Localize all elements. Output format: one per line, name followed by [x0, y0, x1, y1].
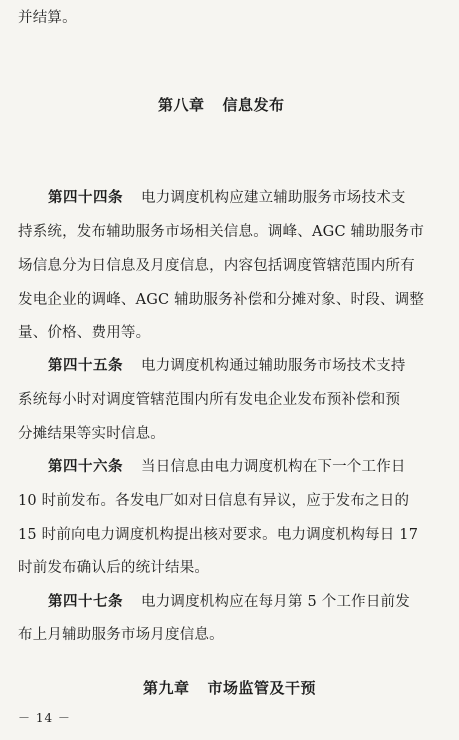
- article-44-text-1: 电力调度机构应建立辅助服务市场技术支: [141, 190, 406, 206]
- article-44-line-4: 发电企业的调峰、AGC 辅助服务补偿和分摊对象、时段、调整: [18, 292, 425, 308]
- article-47-line-1: [48, 592, 410, 612]
- article-47-line-2: 布上月辅助服务市场月度信息。: [18, 627, 224, 643]
- article-46-text-1: 当日信息由电力调度机构在下一个工作日: [141, 459, 406, 475]
- article-46-line-4: 时前发布确认后的统计结果。: [18, 560, 210, 576]
- chapter-8-number: 第八章: [158, 96, 205, 114]
- article-44-lead: 第四十四条: [48, 190, 123, 206]
- article-46-lead: 第四十六条: [48, 459, 123, 475]
- article-46-line-3: 15 时前向电力调度机构提出核对要求。电力调度机构每日 17: [18, 527, 419, 543]
- article-45-line-2: 系统每小时对调度管辖范围内所有发电企业发布预补偿和预: [18, 392, 401, 408]
- article-44-line-2: 持系统，发布辅助服务市场相关信息。调峰、AGC 辅助服务市: [18, 224, 425, 240]
- page-number: － 14 －: [18, 711, 71, 725]
- article-46-line-2: 10 时前发布。各发电厂如对日信息有异议，应于发布之日的: [18, 493, 410, 509]
- article-47-lead: 第四十七条: [48, 594, 123, 610]
- article-44-line-3: 场信息分为日信息及月度信息，内容包括调度管辖范围内所有: [18, 258, 415, 274]
- chapter-9-heading: [143, 678, 316, 698]
- article-45-line-3: 分摊结果等实时信息。: [18, 426, 165, 442]
- article-45-lead: 第四十五条: [48, 358, 123, 374]
- continuation-text: 并结算。: [18, 10, 77, 26]
- article-47-text-1: 电力调度机构应在每月第 5 个工作日前发: [141, 594, 410, 610]
- chapter-8-title: 信息发布: [222, 96, 285, 114]
- chapter-8-heading: [158, 95, 285, 115]
- chapter-9-number: 第九章: [143, 679, 190, 697]
- article-44-line-1: [48, 188, 406, 208]
- article-45-text-1: 电力调度机构通过辅助服务市场技术支持: [141, 358, 406, 374]
- article-44-line-5: 量、价格、费用等。: [18, 325, 151, 341]
- chapter-9-title: 市场监管及干预: [207, 679, 317, 697]
- article-46-line-1: [48, 457, 406, 477]
- article-45-line-1: [48, 356, 406, 376]
